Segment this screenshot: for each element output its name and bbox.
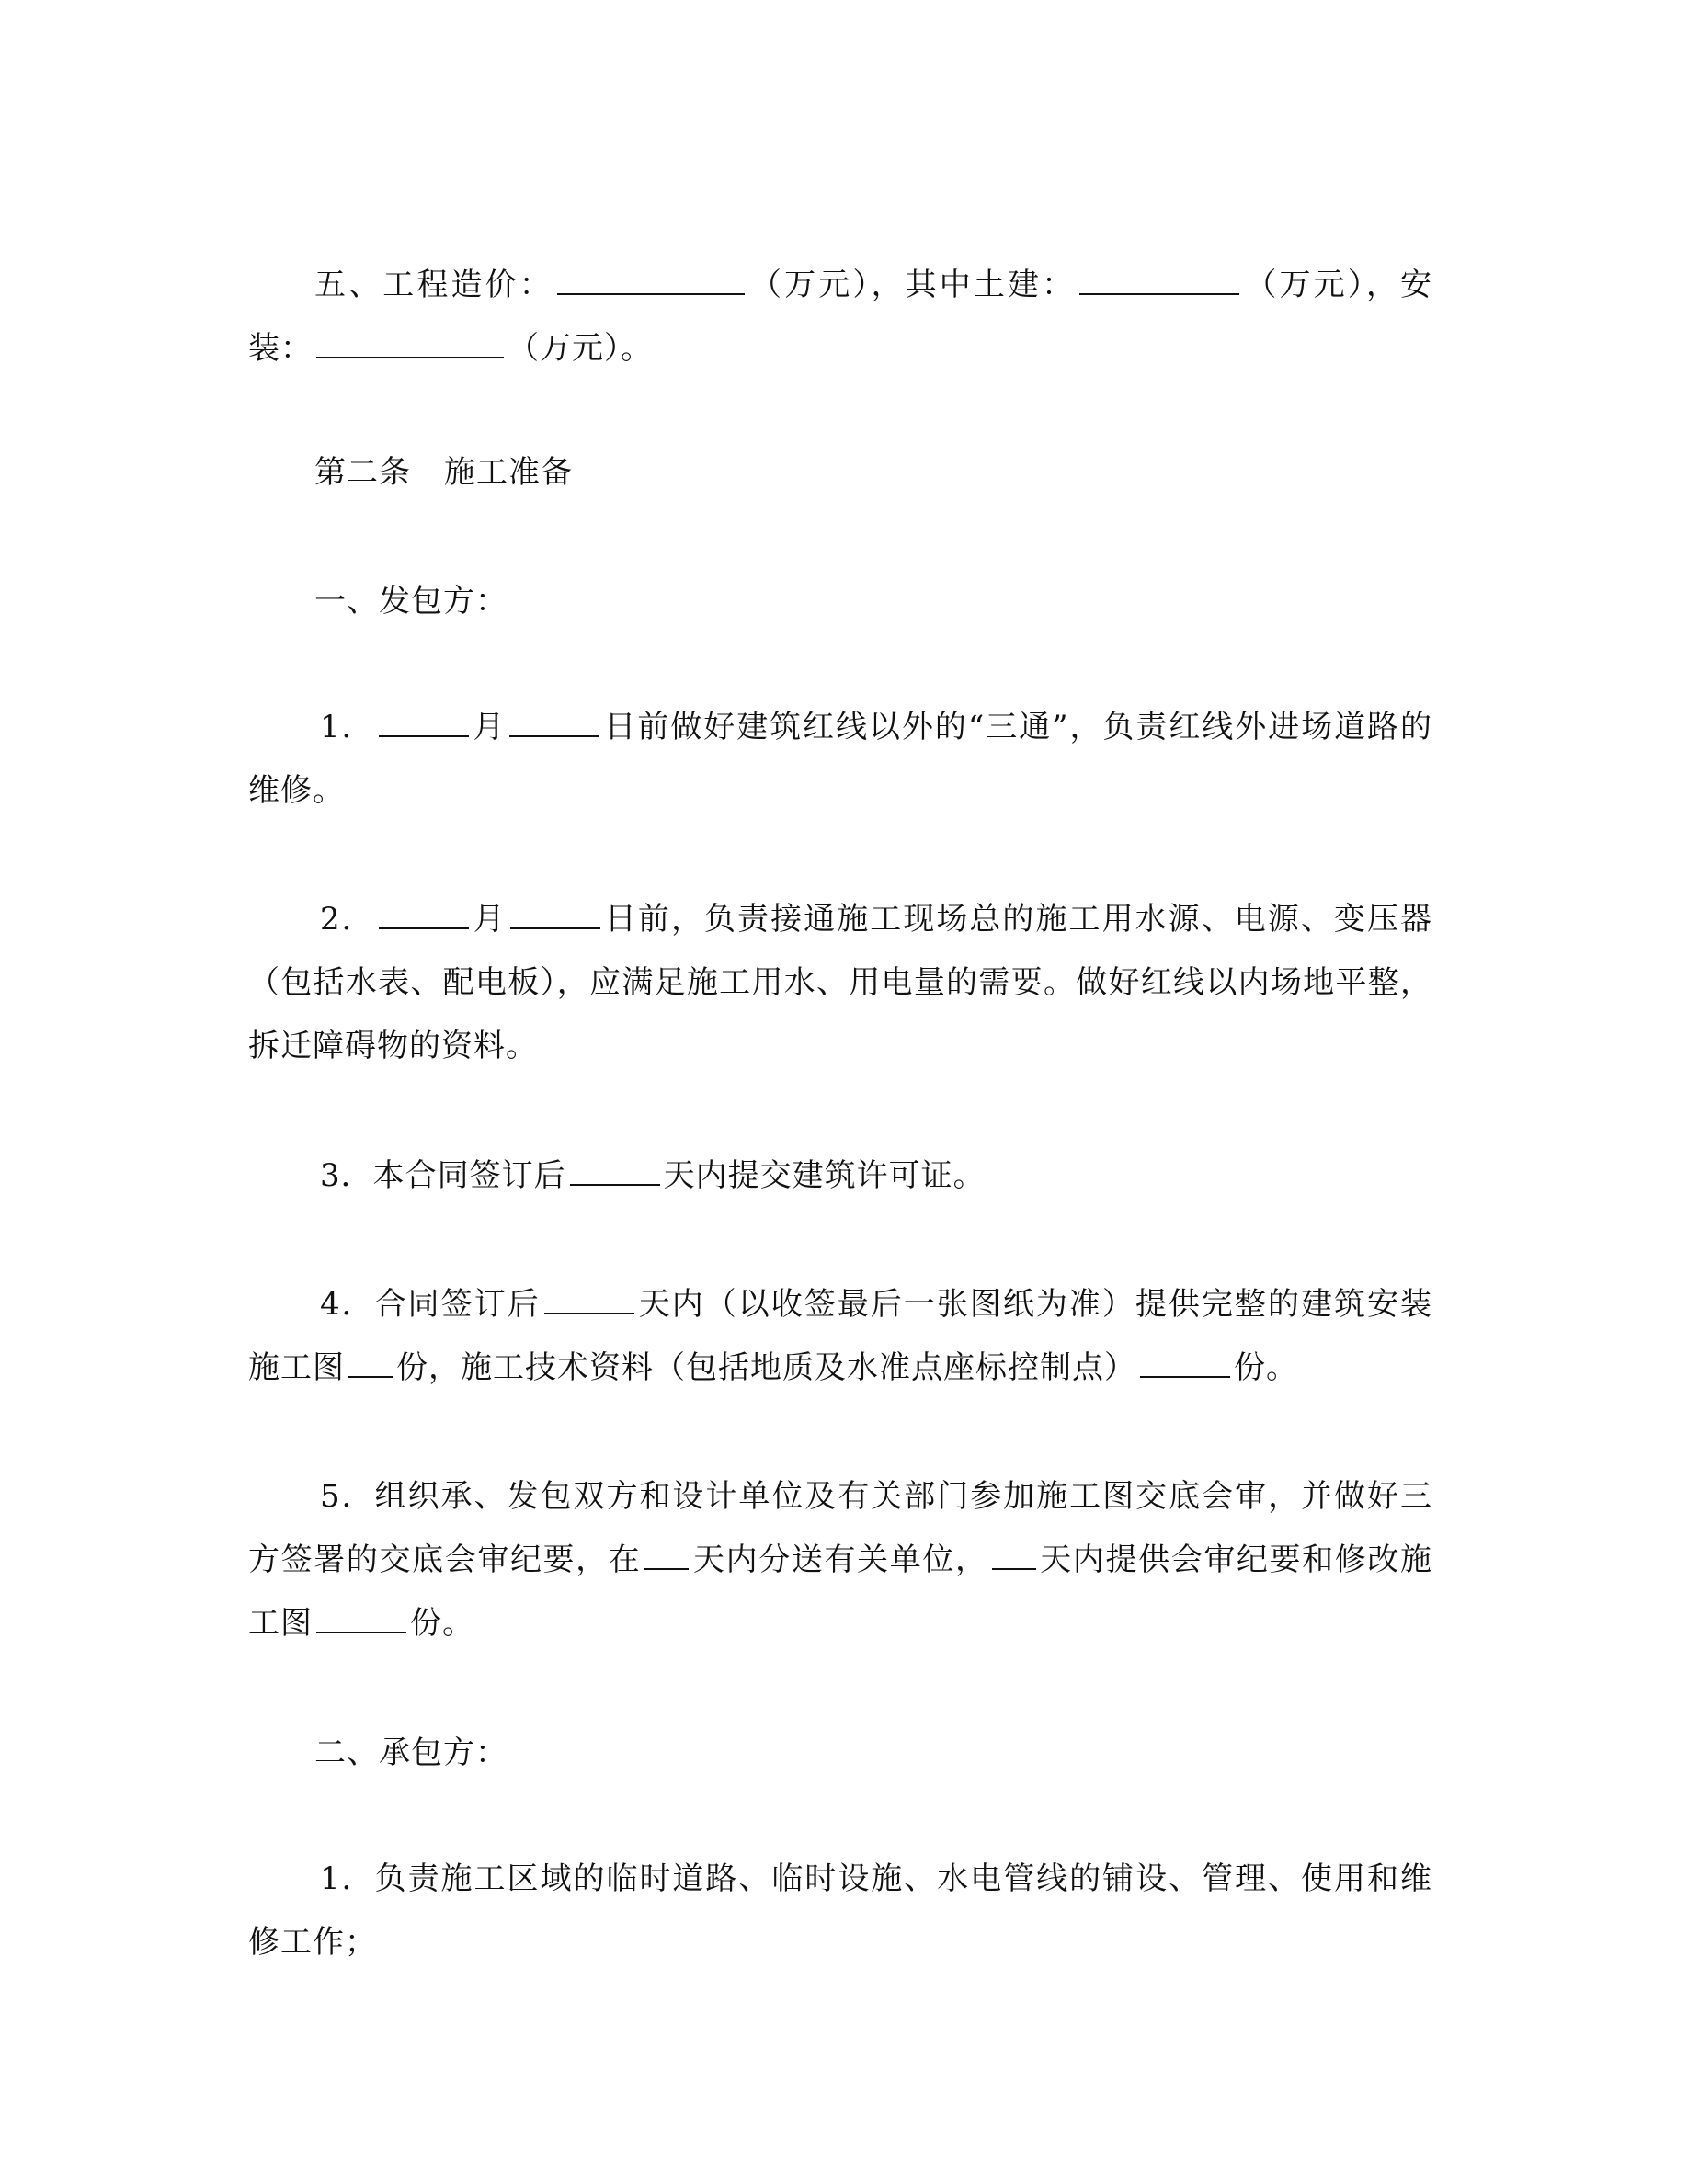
days-blank-1 <box>644 1537 689 1570</box>
paragraph-a-item-4 <box>248 1273 1432 1400</box>
item-number: 2． <box>320 901 375 938</box>
install-label: （万元），安装： <box>248 267 1432 367</box>
paragraph-a-item-3 <box>248 1144 1432 1208</box>
item-text: 日前做好建筑红线以外的“三通”，负责红线外进场道路的维修。 <box>248 709 1432 809</box>
civil-label: （万元），其中土建： <box>747 267 1077 303</box>
drawing-copies-blank <box>348 1345 393 1378</box>
day-blank <box>509 704 599 737</box>
party-a-heading: 一、发包方： <box>314 583 508 620</box>
item-number: 4． <box>320 1286 375 1323</box>
item-text-end: 份。 <box>1234 1349 1298 1386</box>
section-heading-party-b <box>248 1722 1432 1785</box>
article-heading <box>248 441 1432 505</box>
article-number: 第二条 <box>314 454 411 491</box>
total-cost-blank <box>557 262 745 295</box>
paragraph-a-item-2 <box>248 888 1432 1078</box>
civil-cost-blank <box>1079 262 1239 295</box>
paragraph-a-item-5 <box>248 1465 1432 1655</box>
paragraph-project-cost <box>248 254 1432 381</box>
cost-label: 五、工程造价： <box>314 267 553 303</box>
item-number: 1． <box>320 1860 375 1897</box>
month-blank <box>379 704 469 737</box>
day-blank <box>510 896 600 929</box>
item-text-pre: 合同签订后 <box>374 1286 541 1323</box>
copies-blank <box>316 1600 406 1633</box>
item-text: 日前，负责接通施工现场总的施工用水源、电源、变压器（包括水表、配电板），应满足施工用水、用电量的需要。做好红线以内场地平整，拆迁障碍物的资料。 <box>248 901 1432 1064</box>
item-text: 负责施工区域的临时道路、临时设施、水电管线的铺设、管理、使用和维修工作； <box>248 1860 1432 1961</box>
item-number: 5． <box>320 1478 375 1515</box>
month-label: 月 <box>472 709 507 745</box>
article-title: 施工准备 <box>444 454 573 491</box>
item-text-pre: 组织承、发包双方和设计单位及有关部门参加施工图交底会审，并做好三方签署的交底会审纪要，在 <box>248 1478 1432 1578</box>
party-b-heading: 二、承包方： <box>314 1735 508 1771</box>
item-text-post: 天内提交建筑许可证。 <box>663 1157 986 1194</box>
item-text-mid2: 份，施工技术资料（包括地质及水准点座标控制点） <box>396 1349 1136 1386</box>
item-text-pre: 本合同签订后 <box>372 1157 566 1194</box>
item-text-mid: 天内分送有关单位， <box>692 1541 988 1578</box>
install-cost-blank <box>316 325 504 358</box>
month-label: 月 <box>472 901 507 938</box>
section-heading-party-a <box>248 570 1432 633</box>
item-text-mid: 天内（以收签最后一张图纸为准）提供完整的建筑安装施工图 <box>248 1286 1432 1386</box>
item-number: 3． <box>320 1157 373 1194</box>
days-blank <box>544 1281 634 1314</box>
tech-doc-copies-blank <box>1140 1345 1230 1378</box>
item-text-end: 份。 <box>410 1605 474 1642</box>
item-number: 1． <box>320 709 375 745</box>
paragraph-a-item-1 <box>248 696 1432 823</box>
days-blank-2 <box>992 1537 1036 1570</box>
paragraph-b-item-1 <box>248 1848 1432 1974</box>
item-text-mid2: 天内提供会审纪要和修改施工图 <box>248 1541 1433 1642</box>
month-blank <box>379 896 469 929</box>
cost-unit-end: （万元）。 <box>508 330 653 367</box>
days-blank <box>570 1153 660 1186</box>
